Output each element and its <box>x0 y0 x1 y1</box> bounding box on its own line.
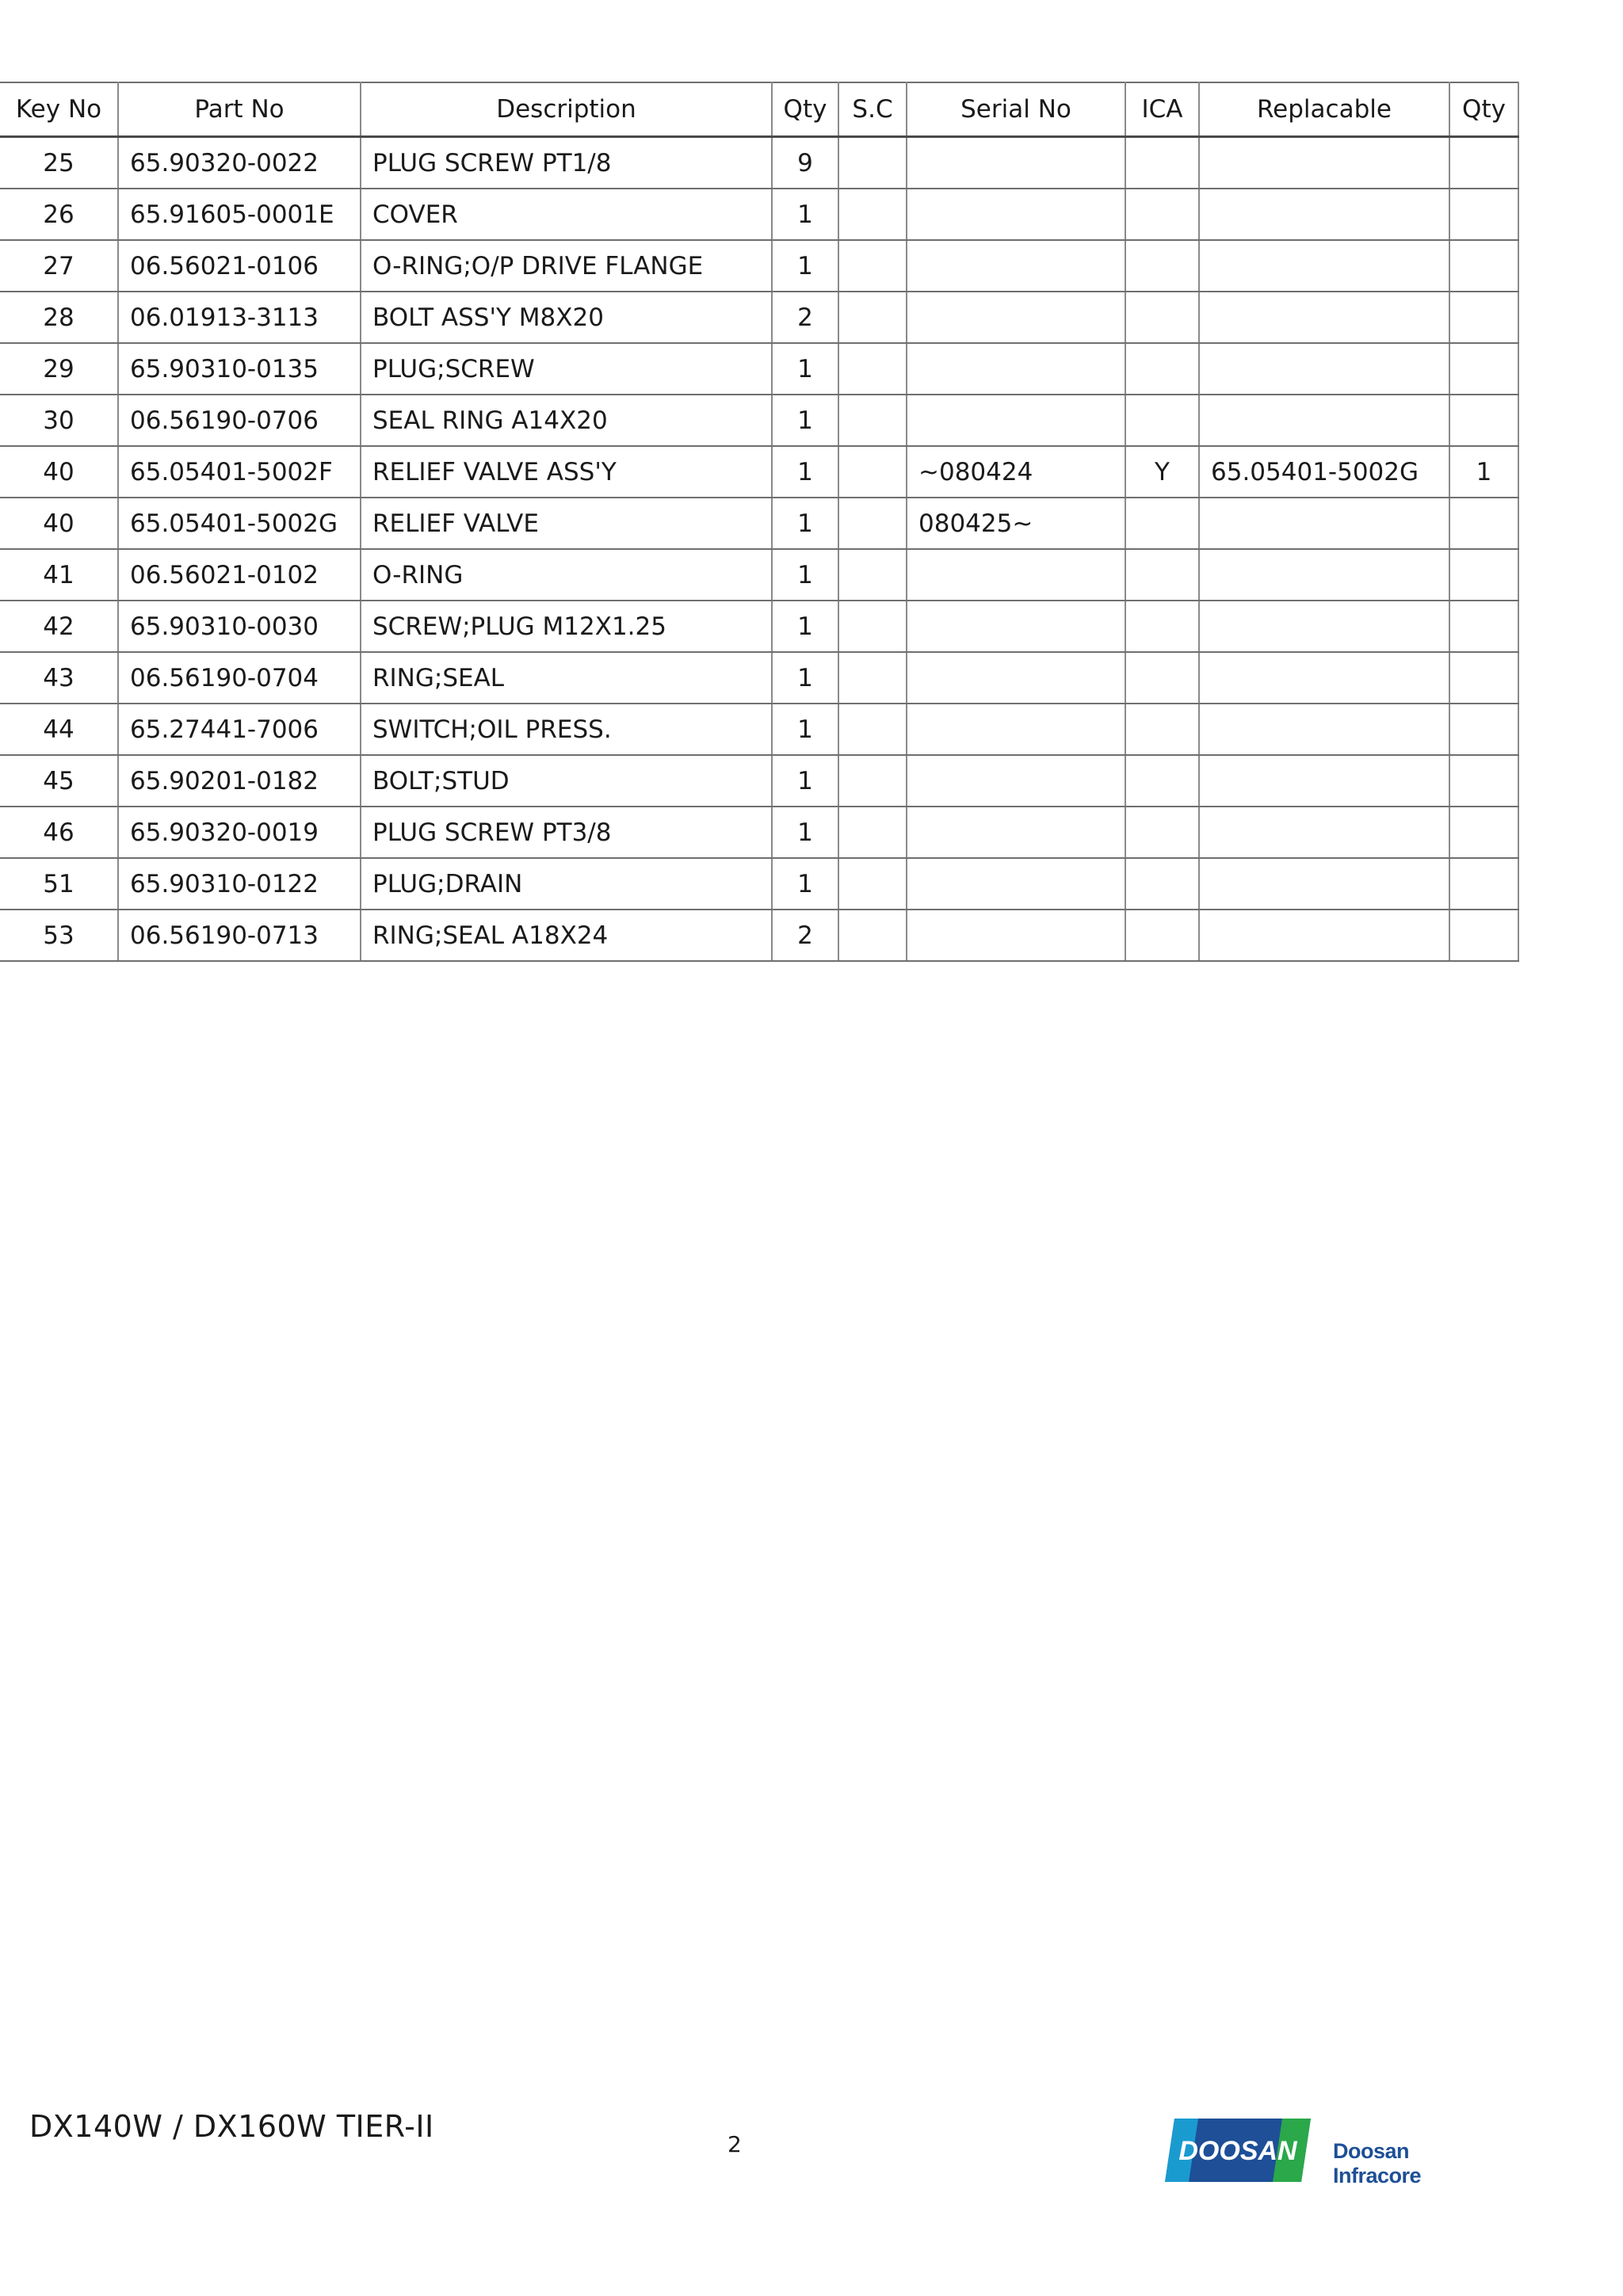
serial-no-cell: ~080424 <box>907 446 1125 498</box>
model-label: DX140W / DX160W TIER-II <box>29 2109 434 2144</box>
table-row <box>0 704 1518 755</box>
description-cell: RING;SEAL A18X24 <box>361 910 772 961</box>
part-no-cell: 06.56190-0713 <box>118 910 361 961</box>
ica-cell <box>1125 704 1199 755</box>
description-cell: PLUG SCREW PT3/8 <box>361 807 772 858</box>
header-key-no: Key No <box>0 82 118 137</box>
description-cell: BOLT;STUD <box>361 755 772 807</box>
key-no-cell: 43 <box>0 652 118 704</box>
header-replacable: Replacable <box>1199 82 1449 137</box>
serial-no-cell <box>907 292 1125 343</box>
replacable-qty-cell <box>1449 137 1518 189</box>
serial-no-cell <box>907 601 1125 652</box>
table-row <box>0 910 1518 961</box>
header-qty: Qty <box>772 82 838 137</box>
key-no-cell: 26 <box>0 189 118 240</box>
sc-cell <box>838 858 907 910</box>
replacable-cell <box>1199 704 1449 755</box>
sc-cell <box>838 395 907 446</box>
sc-cell <box>838 549 907 601</box>
header-replacable-qty: Qty <box>1449 82 1518 137</box>
sc-cell <box>838 652 907 704</box>
replacable-qty-cell <box>1449 240 1518 292</box>
replacable-cell <box>1199 549 1449 601</box>
key-no-cell: 53 <box>0 910 118 961</box>
table-row <box>0 601 1518 652</box>
ica-cell <box>1125 395 1199 446</box>
replacable-qty-cell: 1 <box>1449 446 1518 498</box>
ica-cell: Y <box>1125 446 1199 498</box>
serial-no-cell <box>907 807 1125 858</box>
serial-no-cell <box>907 652 1125 704</box>
description-cell: SWITCH;OIL PRESS. <box>361 704 772 755</box>
table-row <box>0 498 1518 549</box>
key-no-cell: 40 <box>0 446 118 498</box>
part-no-cell: 65.90310-0135 <box>118 343 361 395</box>
serial-no-cell <box>907 137 1125 189</box>
description-cell: RING;SEAL <box>361 652 772 704</box>
part-no-cell: 65.27441-7006 <box>118 704 361 755</box>
logo-subtext: Doosan Infracore <box>1333 2139 1422 2187</box>
table-row <box>0 292 1518 343</box>
replacable-cell <box>1199 343 1449 395</box>
header-description: Description <box>361 82 772 137</box>
table-row <box>0 343 1518 395</box>
serial-no-cell <box>907 755 1125 807</box>
description-cell: COVER <box>361 189 772 240</box>
qty-cell: 1 <box>772 240 838 292</box>
replacable-qty-cell <box>1449 858 1518 910</box>
part-no-cell: 65.90310-0122 <box>118 858 361 910</box>
qty-cell: 1 <box>772 343 838 395</box>
description-cell: O-RING;O/P DRIVE FLANGE <box>361 240 772 292</box>
qty-cell: 1 <box>772 652 838 704</box>
part-no-cell: 65.90320-0022 <box>118 137 361 189</box>
key-no-cell: 25 <box>0 137 118 189</box>
key-no-cell: 46 <box>0 807 118 858</box>
replacable-qty-cell <box>1449 189 1518 240</box>
qty-cell: 2 <box>772 910 838 961</box>
replacable-qty-cell <box>1449 704 1518 755</box>
serial-no-cell <box>907 240 1125 292</box>
replacable-cell <box>1199 137 1449 189</box>
doosan-logo-badge <box>1163 2114 1312 2187</box>
table-header <box>0 82 1518 137</box>
description-cell: O-RING <box>361 549 772 601</box>
part-no-cell: 65.91605-0001E <box>118 189 361 240</box>
replacable-cell <box>1199 807 1449 858</box>
table-row <box>0 137 1518 189</box>
table-body <box>0 137 1518 962</box>
description-cell: SCREW;PLUG M12X1.25 <box>361 601 772 652</box>
table-row <box>0 240 1518 292</box>
replacable-qty-cell <box>1449 549 1518 601</box>
replacable-qty-cell <box>1449 343 1518 395</box>
replacable-cell <box>1199 189 1449 240</box>
serial-no-cell <box>907 395 1125 446</box>
qty-cell: 1 <box>772 601 838 652</box>
ica-cell <box>1125 137 1199 189</box>
table-row <box>0 395 1518 446</box>
sc-cell <box>838 910 907 961</box>
serial-no-cell: 080425~ <box>907 498 1125 549</box>
replacable-qty-cell <box>1449 807 1518 858</box>
table-row <box>0 807 1518 858</box>
ica-cell <box>1125 858 1199 910</box>
part-no-cell: 65.90310-0030 <box>118 601 361 652</box>
replacable-cell <box>1199 858 1449 910</box>
part-no-cell: 06.56021-0102 <box>118 549 361 601</box>
qty-cell: 1 <box>772 755 838 807</box>
ica-cell <box>1125 498 1199 549</box>
sc-cell <box>838 807 907 858</box>
sc-cell <box>838 498 907 549</box>
serial-no-cell <box>907 910 1125 961</box>
qty-cell: 9 <box>772 137 838 189</box>
qty-cell: 2 <box>772 292 838 343</box>
ica-cell <box>1125 652 1199 704</box>
sc-cell <box>838 137 907 189</box>
sc-cell <box>838 189 907 240</box>
replacable-cell <box>1199 601 1449 652</box>
key-no-cell: 41 <box>0 549 118 601</box>
replacable-cell <box>1199 240 1449 292</box>
replacable-cell <box>1199 498 1449 549</box>
part-no-cell: 06.56190-0704 <box>118 652 361 704</box>
replacable-qty-cell <box>1449 292 1518 343</box>
key-no-cell: 45 <box>0 755 118 807</box>
part-no-cell: 06.56190-0706 <box>118 395 361 446</box>
ica-cell <box>1125 240 1199 292</box>
qty-cell: 1 <box>772 704 838 755</box>
description-cell: RELIEF VALVE ASS'Y <box>361 446 772 498</box>
replacable-qty-cell <box>1449 755 1518 807</box>
qty-cell: 1 <box>772 498 838 549</box>
qty-cell: 1 <box>772 858 838 910</box>
serial-no-cell <box>907 549 1125 601</box>
replacable-cell <box>1199 910 1449 961</box>
replacable-qty-cell <box>1449 498 1518 549</box>
qty-cell: 1 <box>772 446 838 498</box>
key-no-cell: 44 <box>0 704 118 755</box>
page-number: 2 <box>727 2131 742 2157</box>
part-no-cell: 65.05401-5002G <box>118 498 361 549</box>
qty-cell: 1 <box>772 395 838 446</box>
key-no-cell: 27 <box>0 240 118 292</box>
key-no-cell: 30 <box>0 395 118 446</box>
replacable-qty-cell <box>1449 395 1518 446</box>
header-serial-no: Serial No <box>907 82 1125 137</box>
description-cell: PLUG SCREW PT1/8 <box>361 137 772 189</box>
serial-no-cell <box>907 189 1125 240</box>
replacable-cell <box>1199 755 1449 807</box>
replacable-qty-cell <box>1449 910 1518 961</box>
header-row <box>0 82 1518 137</box>
key-no-cell: 51 <box>0 858 118 910</box>
description-cell: SEAL RING A14X20 <box>361 395 772 446</box>
description-cell: RELIEF VALVE <box>361 498 772 549</box>
part-no-cell: 65.90201-0182 <box>118 755 361 807</box>
description-cell: BOLT ASS'Y M8X20 <box>361 292 772 343</box>
doosan-logo <box>1163 2114 1496 2193</box>
part-no-cell: 65.90320-0019 <box>118 807 361 858</box>
sc-cell <box>838 755 907 807</box>
table-row <box>0 755 1518 807</box>
table-row <box>0 652 1518 704</box>
sc-cell <box>838 292 907 343</box>
replacable-qty-cell <box>1449 601 1518 652</box>
sc-cell <box>838 704 907 755</box>
header-ica: ICA <box>1125 82 1199 137</box>
table-row <box>0 189 1518 240</box>
key-no-cell: 40 <box>0 498 118 549</box>
qty-cell: 1 <box>772 549 838 601</box>
sc-cell <box>838 343 907 395</box>
logo-text: DOOSAN <box>1178 2136 1297 2166</box>
ica-cell <box>1125 910 1199 961</box>
serial-no-cell <box>907 858 1125 910</box>
description-cell: PLUG;SCREW <box>361 343 772 395</box>
key-no-cell: 28 <box>0 292 118 343</box>
serial-no-cell <box>907 343 1125 395</box>
replacable-cell <box>1199 652 1449 704</box>
part-no-cell: 06.01913-3113 <box>118 292 361 343</box>
table-row <box>0 549 1518 601</box>
ica-cell <box>1125 755 1199 807</box>
ica-cell <box>1125 549 1199 601</box>
header-part-no: Part No <box>118 82 361 137</box>
key-no-cell: 29 <box>0 343 118 395</box>
ica-cell <box>1125 601 1199 652</box>
ica-cell <box>1125 807 1199 858</box>
description-cell: PLUG;DRAIN <box>361 858 772 910</box>
ica-cell <box>1125 292 1199 343</box>
qty-cell: 1 <box>772 807 838 858</box>
sc-cell <box>838 601 907 652</box>
table-row <box>0 446 1518 498</box>
part-no-cell: 06.56021-0106 <box>118 240 361 292</box>
replacable-cell <box>1199 292 1449 343</box>
table-row <box>0 858 1518 910</box>
ica-cell <box>1125 189 1199 240</box>
serial-no-cell <box>907 704 1125 755</box>
parts-table <box>0 82 1519 962</box>
header-sc: S.C <box>838 82 907 137</box>
sc-cell <box>838 240 907 292</box>
key-no-cell: 42 <box>0 601 118 652</box>
qty-cell: 1 <box>772 189 838 240</box>
replacable-cell <box>1199 395 1449 446</box>
replacable-qty-cell <box>1449 652 1518 704</box>
part-no-cell: 65.05401-5002F <box>118 446 361 498</box>
sc-cell <box>838 446 907 498</box>
ica-cell <box>1125 343 1199 395</box>
replacable-cell: 65.05401-5002G <box>1199 446 1449 498</box>
